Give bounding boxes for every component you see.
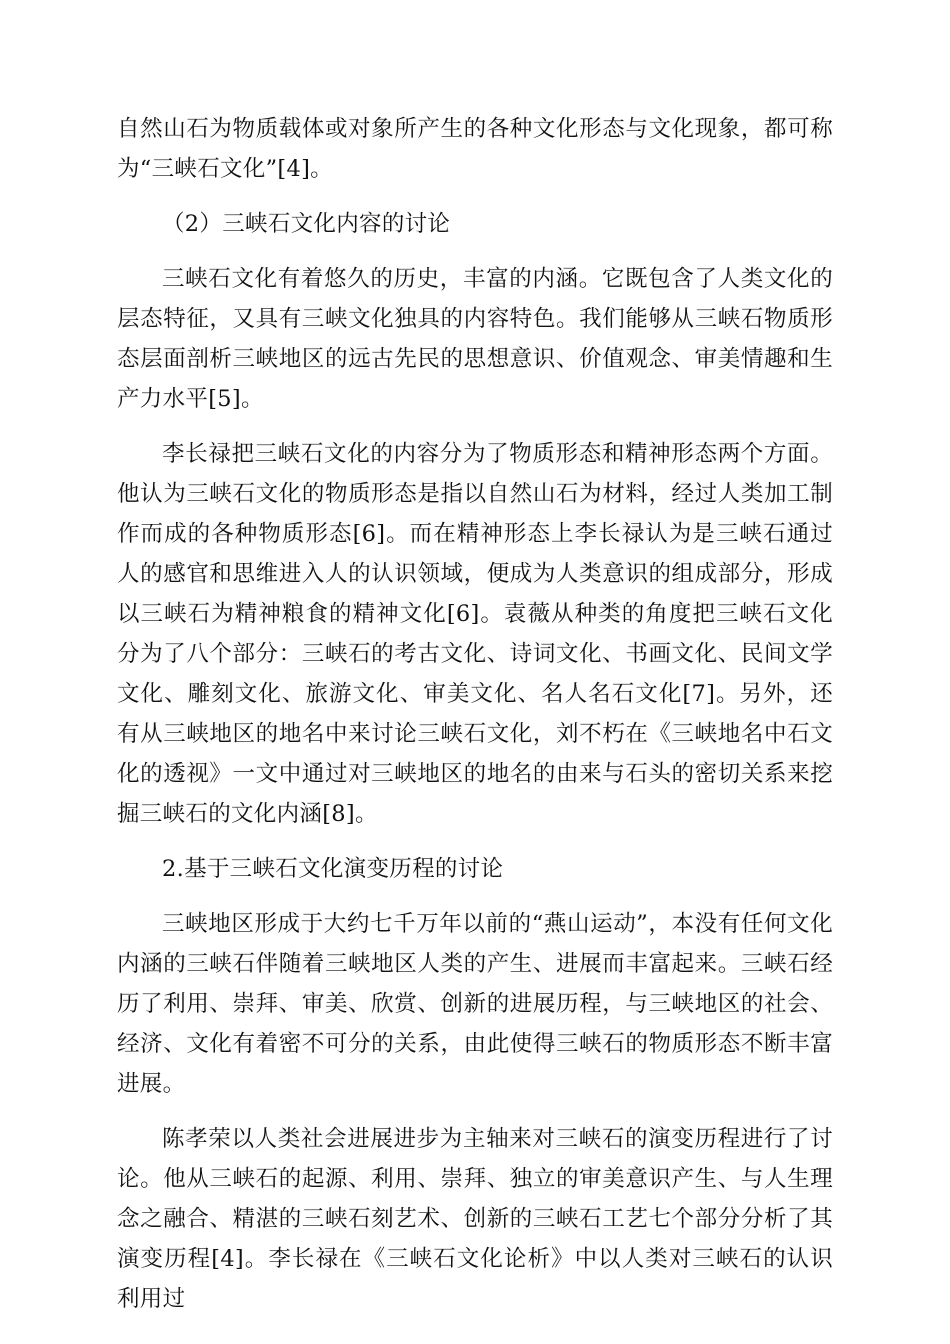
- section-heading-content-discussion: （2）三峡石文化内容的讨论: [162, 211, 451, 237]
- paragraph-continuation: 自然山石为物质载体或对象所产生的各种文化形态与文化现象，都可称为“三峡石文化”[4]。: [117, 116, 833, 182]
- paragraph-evolution-origin: 三峡地区形成于大约七千万年以前的“燕山运动”，本没有任何文化内涵的三峡石伴随着三峡地区人类的产生、进展而丰富起来。三峡石经历了利用、崇拜、审美、欣赏、创新的进展历程，与三峡地区的社会、经济、文化有着密不可分的关系，由此使得三峡石的物质形态不断丰富进展。: [117, 911, 833, 1097]
- paragraph-evolution-stages: 陈孝荣以人类社会进展进步为主轴来对三峡石的演变历程进行了讨论。他从三峡石的起源、利用、崇拜、独立的审美意识产生、与人生理念之融合、精湛的三峡石刻艺术、创新的三峡石工艺七个部分分析了其演变历程[4]。李长禄在《三峡石文化论析》中以人类对三峡石的认识利用过: [117, 1126, 833, 1312]
- document-body: [117, 109, 833, 1319]
- section-heading-evolution: 2.基于三峡石文化演变历程的讨论: [162, 856, 504, 882]
- paragraph-content-history: 三峡石文化有着悠久的历史，丰富的内涵。它既包含了人类文化的层态特征，又具有三峡文化独具的内容特色。我们能够从三峡石物质形态层面剖析三峡地区的远古先民的思想意识、价值观念、审美情趣和生产力水平[5]。: [117, 266, 833, 412]
- paragraph-content-forms: 李长禄把三峡石文化的内容分为了物质形态和精神形态两个方面。他认为三峡石文化的物质形态是指以自然山石为材料，经过人类加工制作而成的各种物质形态[6]。而在精神形态上李长禄认为是三峡石通过人的感官和思维进入人的认识领域，便成为人类意识的组成部分，形成以三峡石为精神粮食的精神文化[6]。袁薇从种类的角度把三峡石文化分为了八个部分：三峡石的考古文化、诗词文化、书画文化、民间文学文化、雕刻文化、旅游文化、审美文化、名人名石文化[7]。另外，还有从三峡地区的地名中来讨论三峡石文化，刘不朽在《三峡地名中石文化的透视》一文中通过对三峡地区的地名的由来与石头的密切关系来挖掘三峡石的文化内涵[8]。: [117, 441, 833, 827]
